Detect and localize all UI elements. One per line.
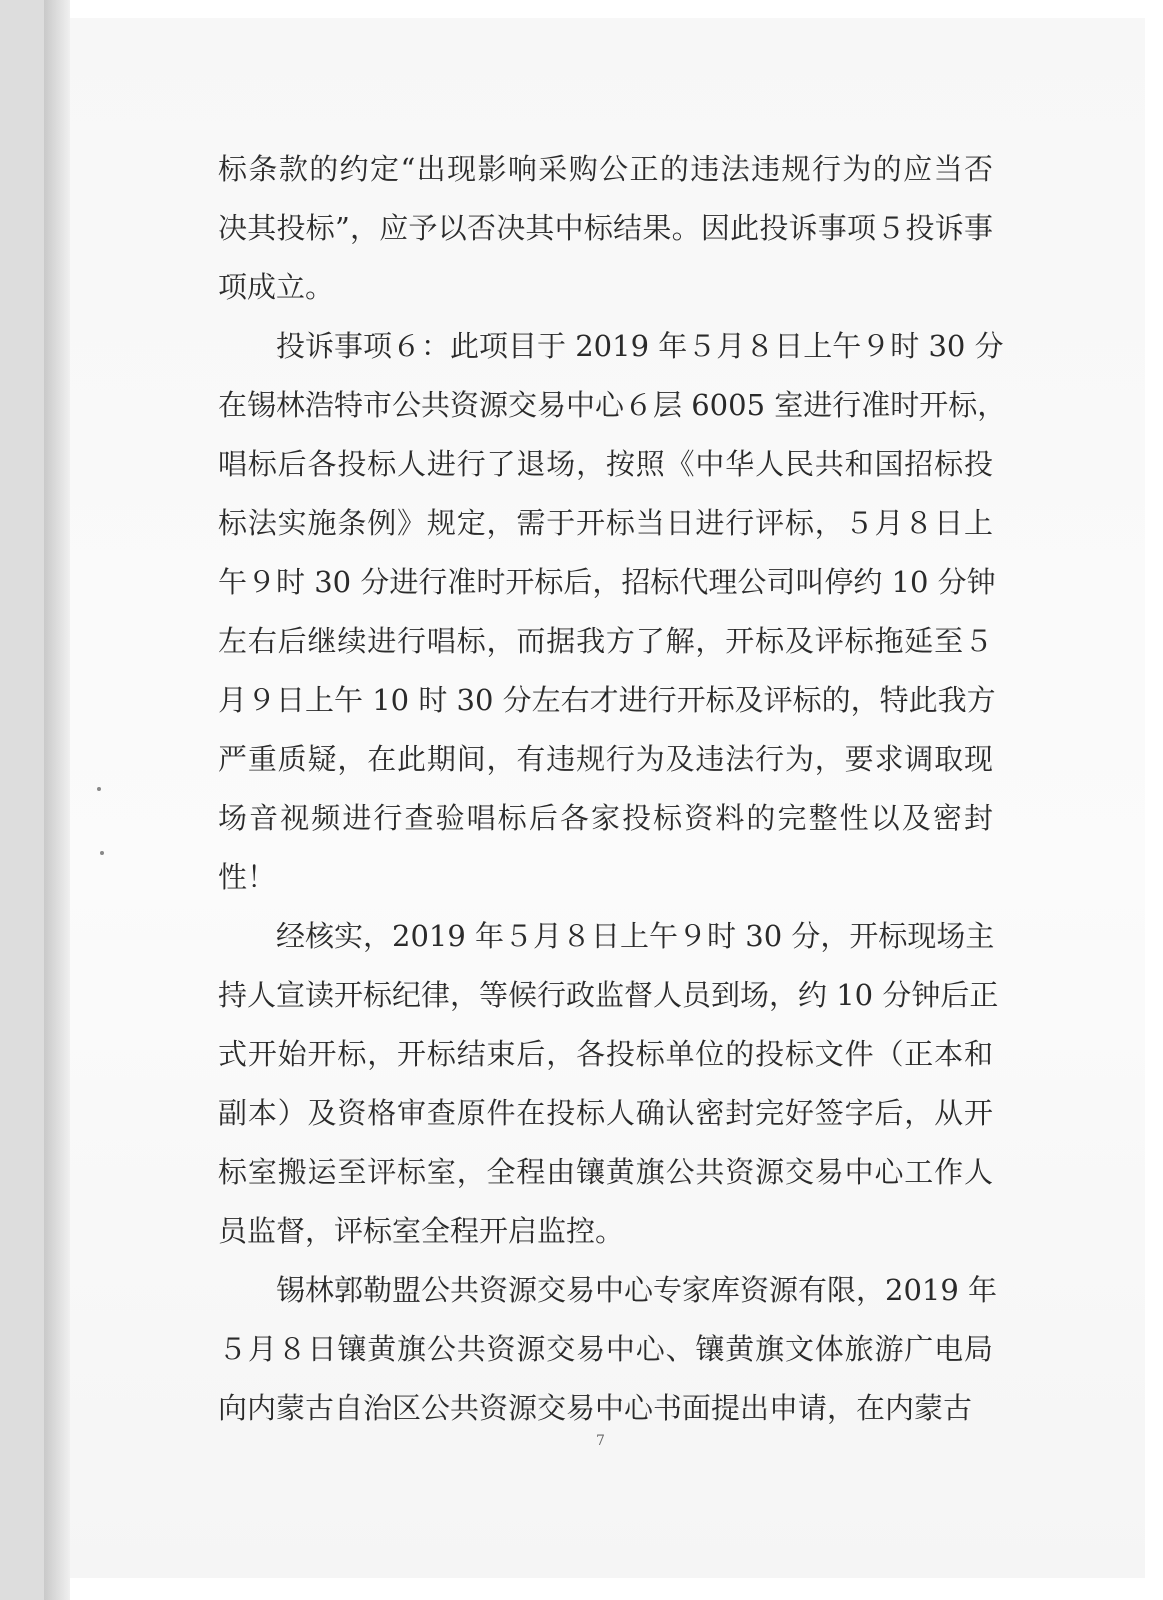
text-line: ５月８日镶黄旗公共资源交易中心、镶黄旗文体旅游广电局 xyxy=(218,1332,993,1366)
text-line: 场音视频进行查验唱标后各家投标资料的完整性以及密封 xyxy=(218,801,993,835)
text-line: 性！ xyxy=(218,860,277,894)
text-line: 员监督，评标室全程开启监控。 xyxy=(218,1214,625,1248)
text-line: 午９时 30 分进行准时开标后，招标代理公司叫停约 10 分钟 xyxy=(218,565,996,599)
text-line: 式开始开标，开标结束后，各投标单位的投标文件（正本和 xyxy=(218,1037,993,1071)
text-line: 副本）及资格审查原件在投标人确认密封完好签字后，从开 xyxy=(218,1096,993,1130)
paragraph xyxy=(218,1261,998,1438)
text-line: 持人宣读开标纪律，等候行政监督人员到场，约 10 分钟后正 xyxy=(218,978,999,1012)
text-line: 项成立。 xyxy=(218,270,335,304)
page-number: 7 xyxy=(596,1433,605,1449)
text-line: 在锡林浩特市公共资源交易中心６层 6005 室进行准时开标， xyxy=(218,388,1007,422)
text-line: 标条款的约定“出现影响采购公正的违法违规行为的应当否 xyxy=(218,152,993,186)
paragraph xyxy=(218,907,999,1261)
text-line: 标室搬运至评标室，全程由镶黄旗公共资源交易中心工作人 xyxy=(218,1155,993,1189)
text-line: 向内蒙古自治区公共资源交易中心书面提出申请，在内蒙古 xyxy=(218,1391,973,1425)
text-line: 投诉事项６：此项目于 2019 年５月８日上午９时 30 分 xyxy=(276,329,1004,363)
text-line: 左右后继续进行唱标，而据我方了解，开标及评标拖延至５ xyxy=(218,624,993,658)
text-line: 经核实，2019 年５月８日上午９时 30 分，开标现场主 xyxy=(276,919,995,953)
paragraph xyxy=(218,140,993,317)
document-body xyxy=(218,140,1007,1438)
text-line: 唱标后各投标人进行了退场，按照《中华人民共和国招标投 xyxy=(218,447,993,481)
text-line: 严重质疑，在此期间，有违规行为及违法行为，要求调取现 xyxy=(218,742,993,776)
text-line: 月９日上午 10 时 30 分左右才进行开标及评标的，特此我方 xyxy=(218,683,996,717)
binding-hole-mark xyxy=(100,851,104,855)
text-line: 标法实施条例》规定，需于开标当日进行评标，５月８日上 xyxy=(218,506,993,540)
text-line: 锡林郭勒盟公共资源交易中心专家库资源有限，2019 年 xyxy=(276,1273,998,1307)
scan-edge-gradient xyxy=(44,0,70,1600)
binding-hole-mark xyxy=(97,787,101,791)
paragraph xyxy=(218,317,1007,907)
text-line: 决其投标”，应予以否决其中标结果。因此投诉事项５投诉事 xyxy=(218,211,993,245)
scan-edge-shadow xyxy=(0,0,44,1600)
